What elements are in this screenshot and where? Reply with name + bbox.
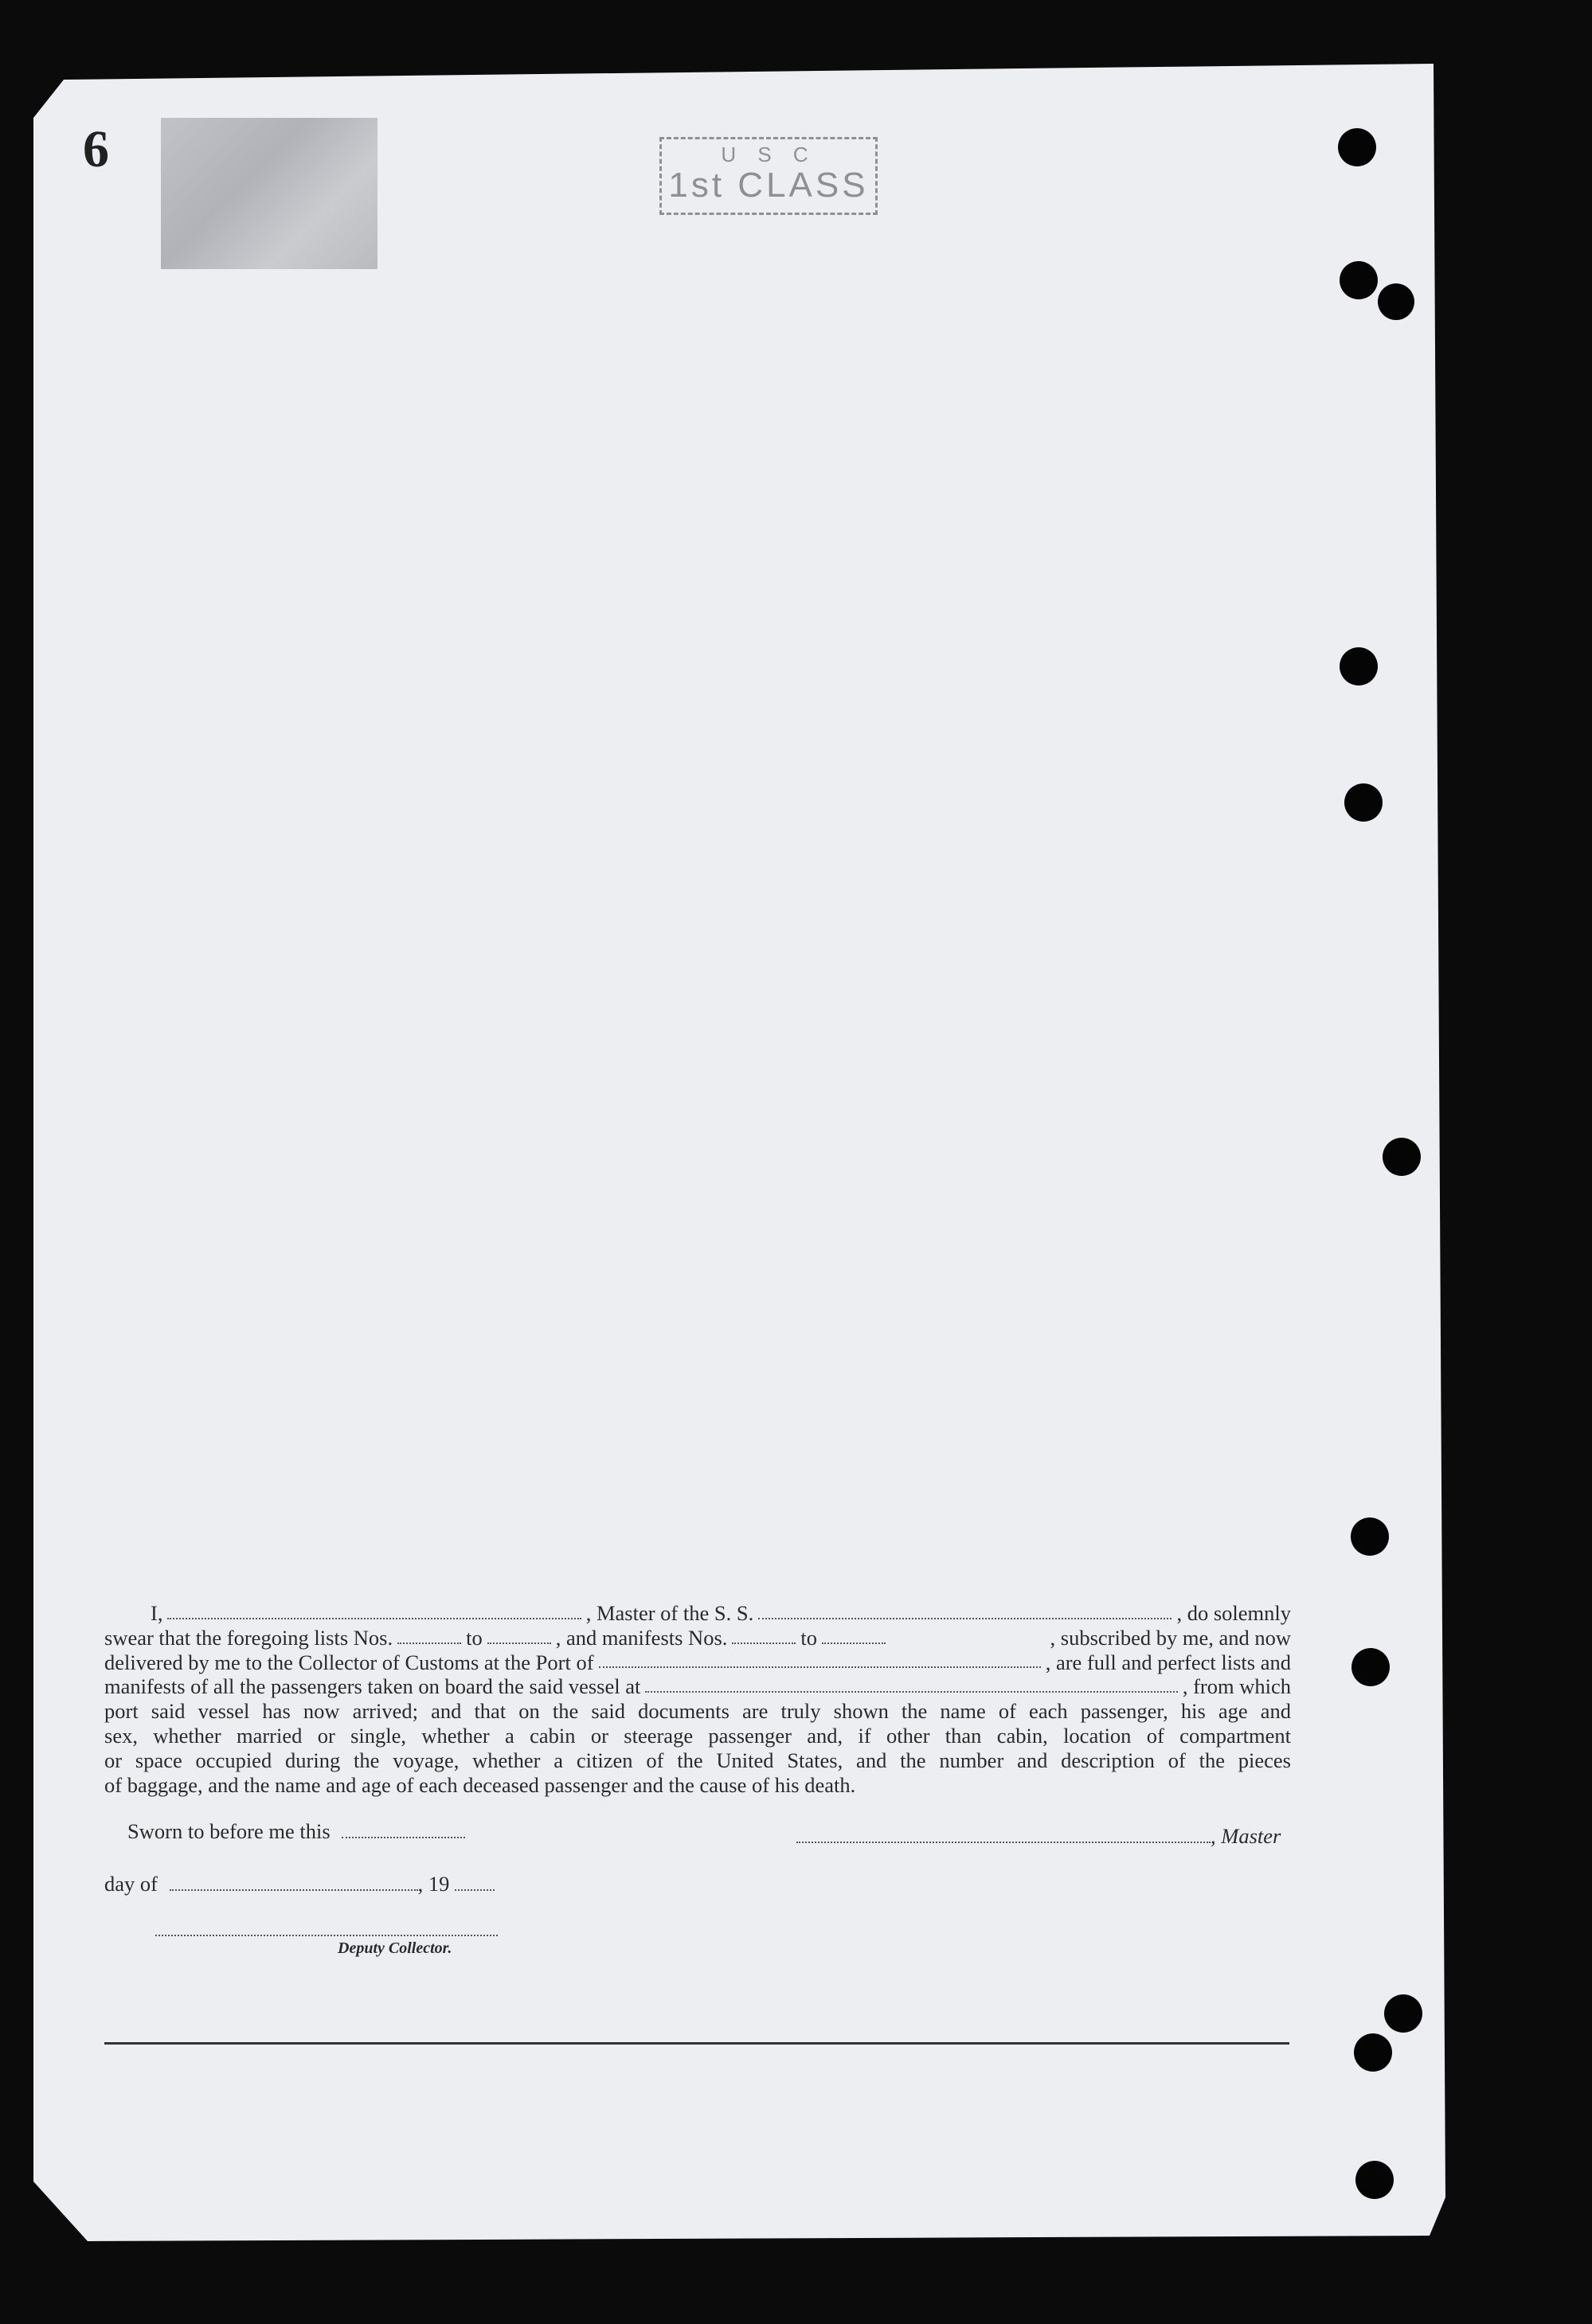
oath-text: , from which	[1182, 1674, 1291, 1699]
lists-to-blank	[487, 1626, 551, 1644]
punch-hole	[1340, 261, 1378, 299]
punch-hole	[1344, 783, 1383, 822]
deputy-collector-label: Deputy Collector.	[338, 1939, 452, 1957]
oath-line-6: sex, whether married or single, whether a cabin or steerage passenger and, if other than cabin, location of compartment	[104, 1723, 1291, 1748]
oath-text: I,	[151, 1601, 163, 1625]
page-number-mark: 6	[83, 120, 109, 178]
oath-line-8: of baggage, and the name and age of each deceased passenger and the cause of his death.	[104, 1772, 856, 1797]
oath-text: manifests of all the passengers taken on board the said vessel at	[104, 1674, 641, 1699]
year-blank	[455, 1889, 495, 1891]
boarding-port-blank	[645, 1674, 1178, 1693]
sworn-label: Sworn to before me this	[127, 1819, 331, 1843]
punch-hole	[1338, 128, 1376, 166]
day-of-label: day of	[104, 1872, 158, 1896]
year-prefix: , 19	[417, 1872, 450, 1896]
faded-stamp-patch	[161, 118, 377, 269]
punch-hole	[1355, 2161, 1394, 2199]
stamp-line-1: U S C	[721, 143, 816, 166]
oath-line-1	[104, 1601, 1291, 1626]
oath-line-3	[104, 1650, 1291, 1675]
oath-text: to	[466, 1625, 483, 1650]
month-blank	[170, 1889, 418, 1891]
vessel-name-blank	[758, 1601, 1172, 1619]
master-signature-line	[796, 1824, 1281, 1849]
master-oath-paragraph	[104, 1601, 1291, 1797]
punch-hole	[1384, 1994, 1422, 2033]
port-blank	[599, 1650, 1041, 1669]
oath-text: swear that the foregoing lists Nos.	[104, 1625, 393, 1650]
bottom-rule	[104, 2042, 1289, 2045]
class-stamp	[659, 137, 878, 215]
stamp-line-2: 1st CLASS	[668, 166, 869, 205]
oath-text: , subscribed by me, and now	[1050, 1625, 1291, 1650]
sworn-line	[127, 1819, 465, 1844]
punch-hole	[1383, 1138, 1421, 1176]
master-label: , Master	[1211, 1824, 1281, 1848]
oath-text: delivered by me to the Collector of Customs at the Port of	[104, 1650, 594, 1674]
master-signature-blank	[796, 1842, 1211, 1843]
oath-text: , are full and perfect lists and	[1045, 1650, 1291, 1674]
manifests-to-blank	[822, 1626, 886, 1644]
punch-hole	[1378, 283, 1414, 320]
oath-line-2	[104, 1626, 1291, 1650]
punch-hole	[1351, 1517, 1389, 1556]
day-of-line	[104, 1872, 495, 1896]
lists-from-blank	[397, 1626, 461, 1644]
punch-hole	[1351, 1648, 1390, 1686]
oath-text: , Master of the S. S.	[585, 1601, 754, 1625]
punch-hole	[1340, 647, 1378, 685]
oath-line-7: or space occupied during the voyage, whether a citizen of the United States, and the number and description of the pieces	[104, 1748, 1291, 1772]
oath-text: to	[800, 1625, 818, 1650]
oath-line-5: port said vessel has now arrived; and that on the said documents are truly shown the name of each passenger, his age and	[104, 1699, 1291, 1724]
master-name-blank	[167, 1601, 581, 1619]
deputy-collector-signature-blank	[155, 1935, 498, 1936]
punch-hole	[1354, 2033, 1392, 2072]
oath-text: , and manifests Nos.	[555, 1625, 728, 1650]
oath-text: , do solemnly	[1176, 1601, 1292, 1625]
manifests-from-blank	[732, 1626, 796, 1644]
sworn-date-blank	[342, 1837, 465, 1838]
oath-line-4	[104, 1674, 1291, 1699]
